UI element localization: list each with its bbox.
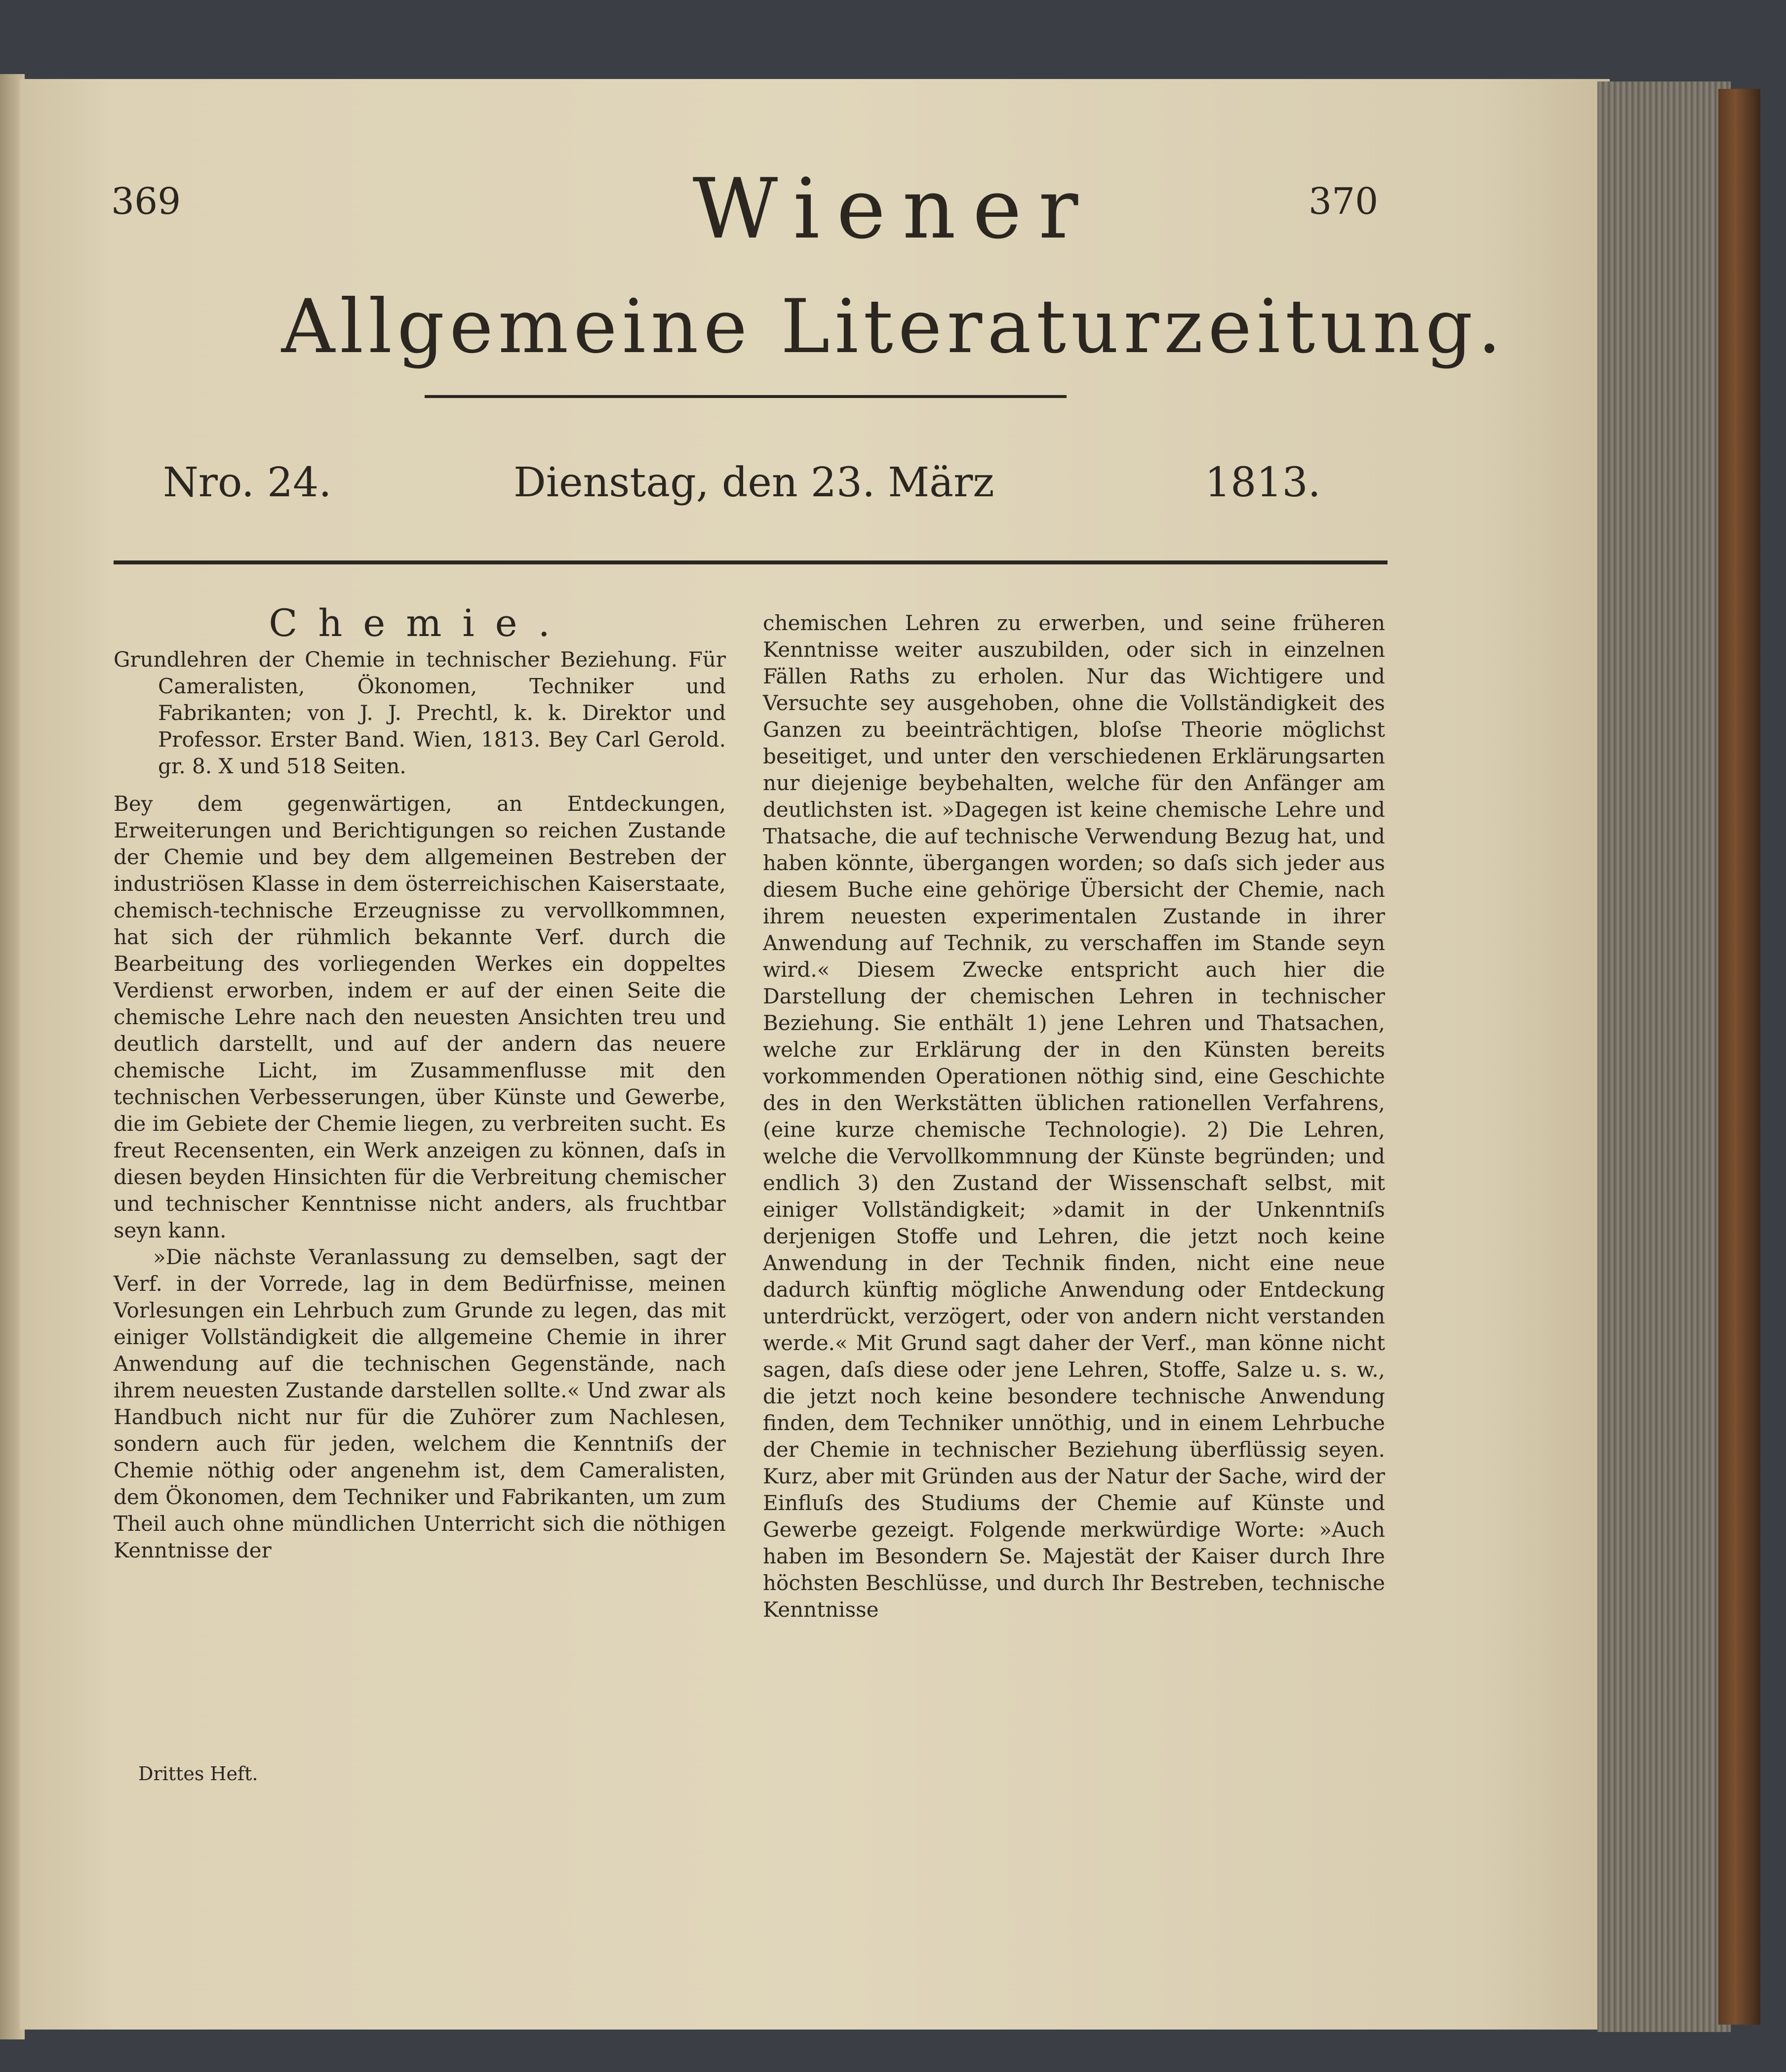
page-number-right: 370 [1309,180,1379,223]
column-left [114,601,726,1564]
section-heading: Chemie. [269,601,571,645]
issue-date: Dienstag, den 23. März [514,459,994,506]
paragraph-3: chemischen Lehren zu erwerben, und seine früheren Kenntnisse weiter auszubilden, oder sich in einzelnen Fällen Raths zu erholen. Nur das Wichtigere und Versuchte sey ausgehoben, ohne die Vollständigkeit des Ganzen zu beeinträchtigen, bloſse Theorie möglichst beseitiget, und unter den verschiedenen Erklärungsarten nur diejenige beybehalten, welche für den Anfänger am deutlichsten ist. »Dagegen ist keine chemische Lehre und Thatsache, die auf technische Verwendung Bezug hat, und haben könnte, übergangen worden; so daſs sich jeder aus diesem Buche eine gehörige Übersicht der Chemie, nach ihrem neuesten experimentalen Zustande in ihrer Anwendung auf Technik, zu verschaffen im Stande seyn wird.« Diesem Zwecke entspricht auch hier die Darstellung der chemischen Lehren in technischer Beziehung. Sie enthält 1) jene Lehren und Thatsachen, welche zur Erklärung der in den Künsten bereits vorkommenden Operationen nöthig sind, eine Geschichte des in den Werkstätten üblichen rationellen Verfahrens, (eine kurze chemische Technologie). 2) Die Lehren, welche die Vervollkommnung der Künste begründen; und endlich 3) den Zustand der Wissenschaft selbst, mit einiger Vollständigkeit; »damit in der Unkenntniſs derjenigen Stoffe und Lehren, die jetzt noch keine Anwendung in der Technik finden, nicht eine neue dadurch künftig mögliche Anwendung oder Entdeckung unterdrückt, verzögert, oder von andern nicht verstanden werde.« Mit Grund sagt daher der Verf., man könne nicht sagen, daſs diese oder jene Lehren, Stoffe, Salze u. s. w., die jetzt noch keine besondere technische Anwendung finden, dem Techniker unnöthig, und in einem Lehrbuche der Chemie in technischer Beziehung überflüssig seyen. Kurz, aber mit Gründen aus der Natur der Sache, wird der Einfluſs des Studiums der Chemie auf Künste und Gewerbe gezeigt. Folgende merkwürdige Worte: »Auch haben im Besondern Se. Majestät der Kaiser durch Ihre höchsten Beschlüsse, und durch Ihr Bestreben, technische Kenntnisse [763,611,1385,1622]
header-rule [114,560,1388,564]
masthead-title-line1: Wiener [692,160,1095,257]
masthead-title-line2: Allgemeine Literaturzeitung. [281,284,1507,370]
book-spine [1718,89,1760,2025]
page-number-left: 369 [111,180,181,223]
book-page-edges [1597,81,1731,2032]
book-reference: Grundlehren der Chemie in technischer Beziehung. Für Cameralisten, Ökonomen, Techniker und Fabrikanten; von J. J. Prechtl, k. k. Direktor und Professor. Erster Band. Wien, 1813. Bey Carl Gerold. gr. 8. X und 518 Seiten. [114,647,726,778]
paragraph-2: »Die nächste Veranlassung zu demselben, sagt der Verf. in der Vorrede, lag in dem Bedürfnisse, meinen Vorlesungen ein Lehrbuch zum Grunde zu legen, das mit einiger Vollständigkeit die allgemeine Chemie in ihrer Anwendung auf die technischen Gegenstände, nach ihrem neuesten Zustande darstellen sollte.« Und zwar als Handbuch nicht nur für die Zuhörer zum Nachlesen, sondern auch für jeden, welchem die Kenntniſs der Chemie nöthig oder angenehm ist, dem Cameralisten, dem Ökonomen, dem Techniker und Fabrikanten, um zum Theil auch ohne mündlichen Unterricht sich die nöthigen Kenntnisse der [114,1245,726,1562]
column-right [763,610,1385,1623]
issue-year: 1813. [1205,459,1321,506]
issue-number: Nro. 24. [163,459,332,506]
paragraph-1: Bey dem gegenwärtigen, an Entdeckungen, Erweiterungen und Berichtigungen so reichen Zustande der Chemie und bey dem allgemeinen Bestreben der industriösen Klasse in dem österreichischen Kaiserstaate, chemisch-technische Erzeugnisse zu vervollkommnen, hat sich der rühmlich bekannte Verf. durch die Bearbeitung des vorliegenden Werkes ein doppeltes Verdienst erworben, indem er auf der einen Seite die chemische Lehre nach den neuesten Ansichten treu und deutlich darstellt, und auf der andern das neuere chemische Licht, im Zusammenflusse mit den technischen Verbesserungen, über Künste und Gewerbe, die im Gebiete der Chemie liegen, zu verbreiten sucht. Es freut Recensenten, ein Werk anzeigen zu können, daſs in diesen beyden Hinsichten für die Verbreitung chemischer und technischer Kenntnisse nicht anders, als fruchtbar seyn kann. [114,792,726,1242]
masthead-rule [425,395,1067,398]
signature-mark: Drittes Heft. [138,1763,258,1785]
